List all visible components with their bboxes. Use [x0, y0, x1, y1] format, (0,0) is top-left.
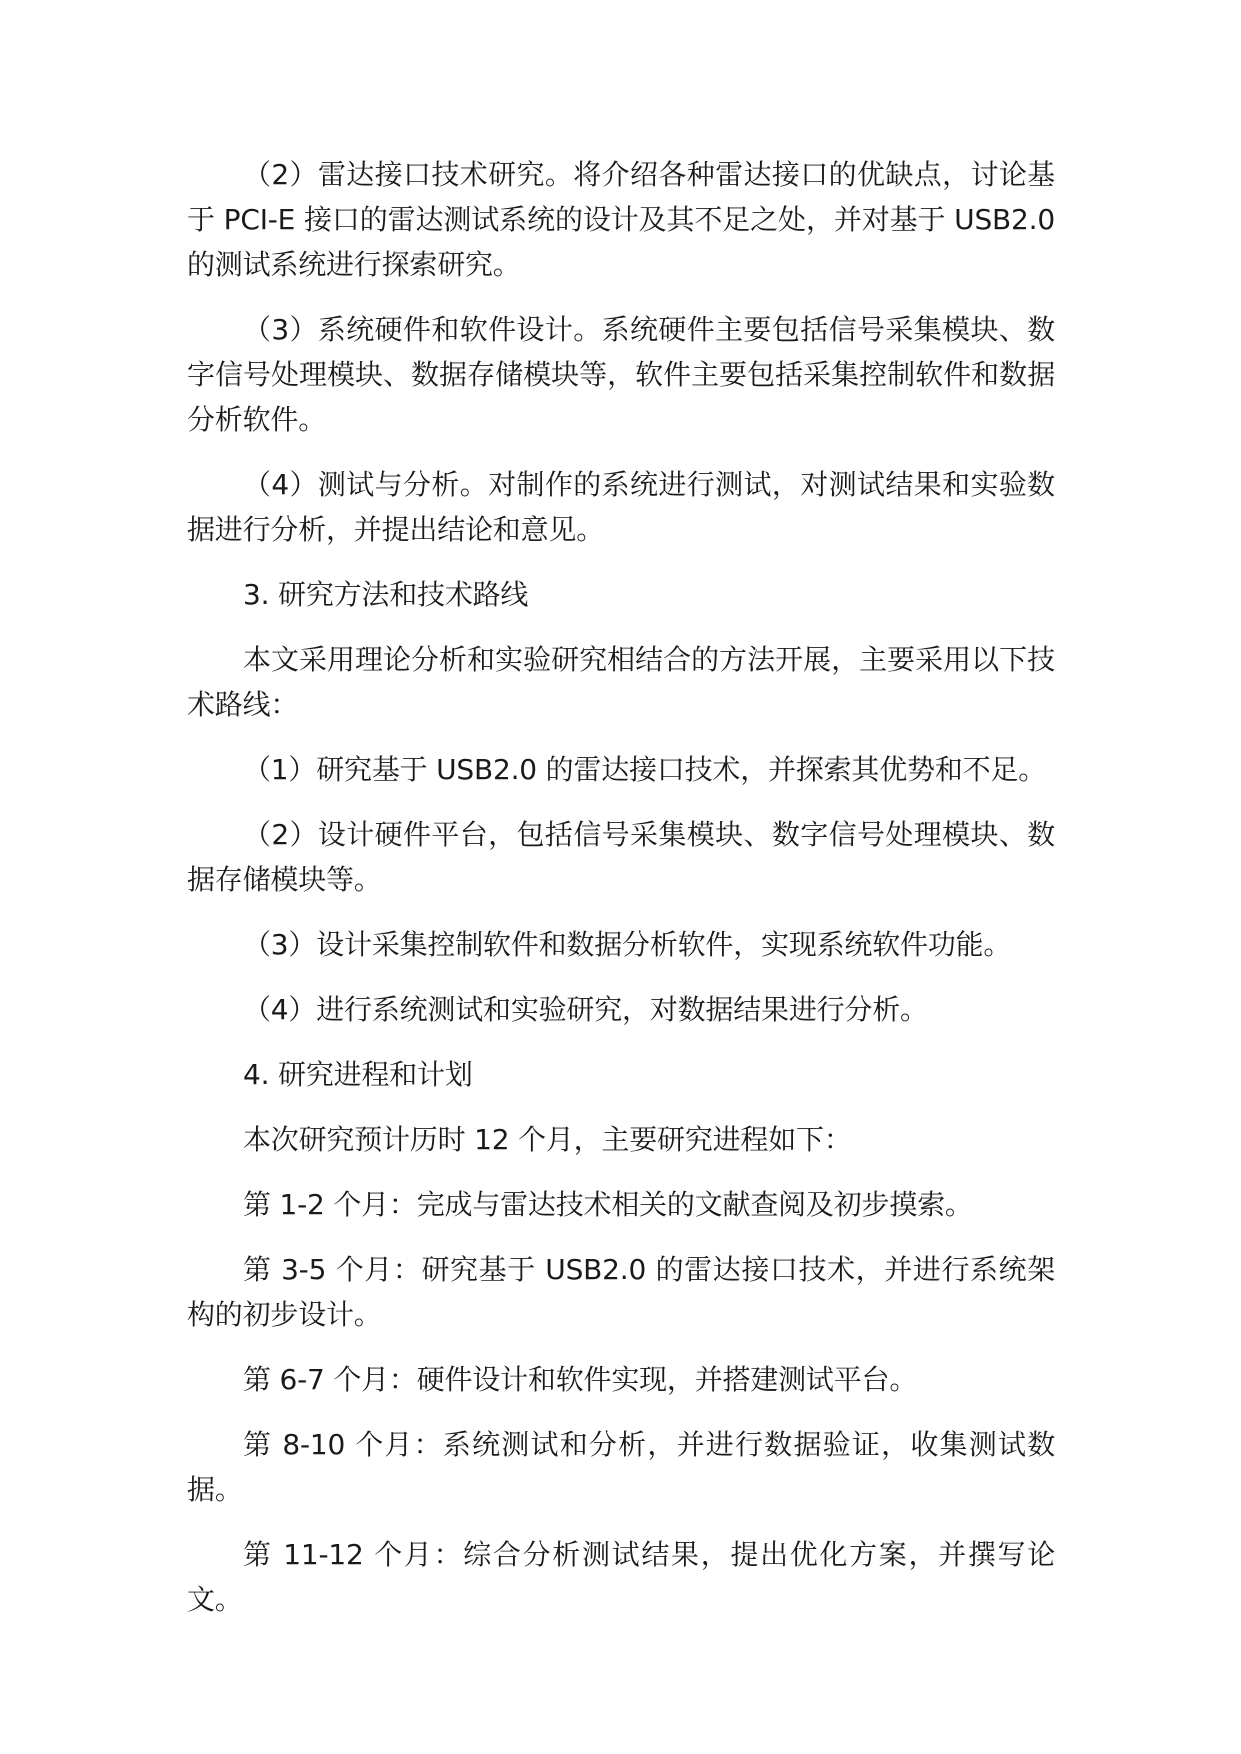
paragraph-route-4: （4）进行系统测试和实验研究，对数据结果进行分析。 [243, 993, 928, 1026]
document-body [187, 152, 1055, 1642]
schedule-item-months-1-2: 第 1-2 个月：完成与雷达技术相关的文献查阅及初步摸索。 [243, 1188, 973, 1221]
section-heading-methods: 3. 研究方法和技术路线 [243, 578, 529, 611]
paragraph-test-analysis: （4）测试与分析。对制作的系统进行测试，对测试结果和实验数据进行分析，并提出结论和意见。 [187, 468, 1055, 546]
paragraph-methods-intro: 本文采用理论分析和实验研究相结合的方法开展，主要采用以下技术路线： [187, 643, 1055, 721]
paragraph-route-3: （3）设计采集控制软件和数据分析软件，实现系统软件功能。 [243, 928, 1012, 961]
schedule-item-months-3-5: 第 3-5 个月：研究基于 USB2.0 的雷达接口技术，并进行系统架构的初步设计。 [187, 1253, 1055, 1331]
paragraph-route-2: （2）设计硬件平台，包括信号采集模块、数字信号处理模块、数据存储模块等。 [187, 818, 1055, 896]
paragraph-hardware-software-design: （3）系统硬件和软件设计。系统硬件主要包括信号采集模块、数字信号处理模块、数据存储模块等，软件主要包括采集控制软件和数据分析软件。 [187, 313, 1055, 436]
paragraph-interface-research: （2）雷达接口技术研究。将介绍各种雷达接口的优缺点，讨论基于 PCI-E 接口的雷达测试系统的设计及其不足之处，并对基于 USB2.0 的测试系统进行探索研究。 [187, 158, 1055, 281]
schedule-item-months-8-10: 第 8-10 个月：系统测试和分析，并进行数据验证，收集测试数据。 [187, 1428, 1055, 1506]
paragraph-route-1: （1）研究基于 USB2.0 的雷达接口技术，并探索其优势和不足。 [243, 753, 1047, 786]
schedule-item-months-11-12: 第 11-12 个月：综合分析测试结果，提出优化方案，并撰写论文。 [187, 1538, 1055, 1616]
schedule-item-months-6-7: 第 6-7 个月：硬件设计和软件实现，并搭建测试平台。 [243, 1363, 918, 1396]
section-heading-schedule: 4. 研究进程和计划 [243, 1058, 473, 1091]
paragraph-schedule-intro: 本次研究预计历时 12 个月，主要研究进程如下： [243, 1123, 852, 1156]
